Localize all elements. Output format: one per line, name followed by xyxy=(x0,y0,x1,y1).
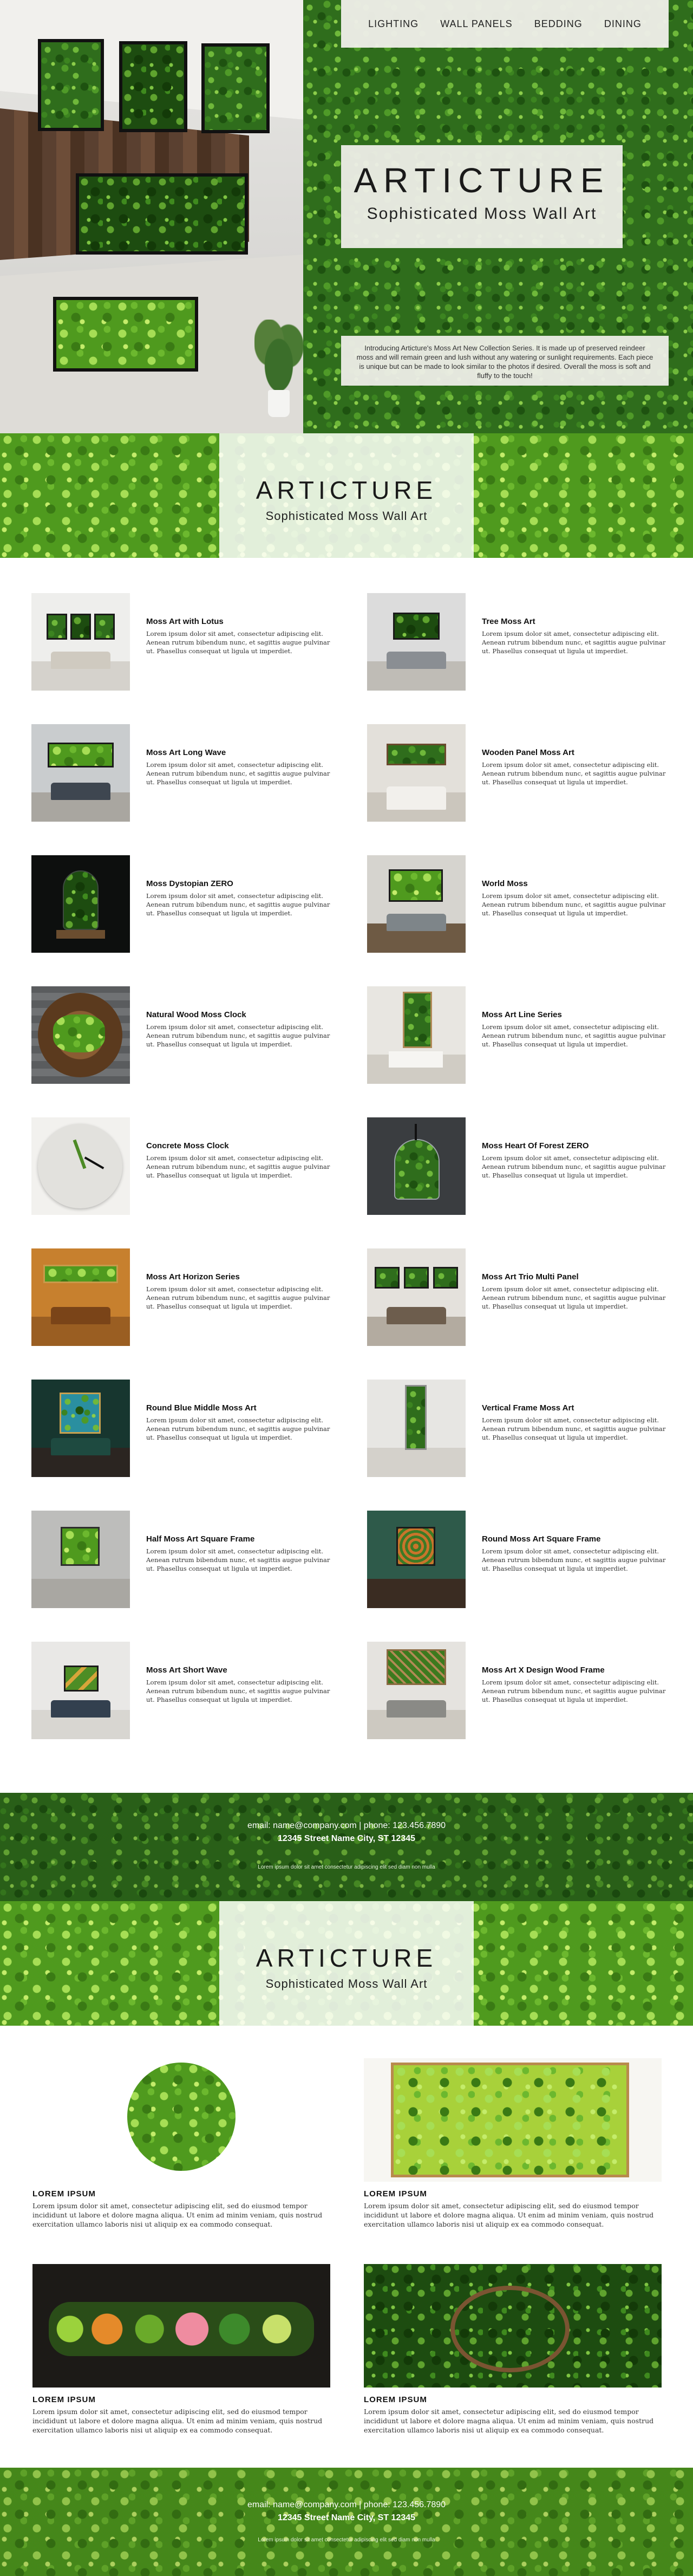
product-card[interactable] xyxy=(31,855,356,953)
nav-lighting[interactable]: LIGHTING xyxy=(368,18,419,29)
product-image[interactable] xyxy=(31,724,130,822)
product-name[interactable]: Vertical Frame Moss Art xyxy=(482,1403,574,1413)
product-card[interactable] xyxy=(367,1642,692,1739)
product-description: Lorem ipsum dolor sit amet, consectetur adipiscing elit. Aenean rutrum bibendum nunc, et sagittis augue pulvinar ut. Phasellus consequat ut ligula ut imperdiet. xyxy=(146,1154,330,1179)
product-image[interactable] xyxy=(367,986,466,1084)
banner-subtitle: Sophisticated Moss Wall Art xyxy=(265,509,428,523)
hero-title-box xyxy=(341,145,623,248)
product-image[interactable] xyxy=(31,1248,130,1346)
product-card[interactable] xyxy=(367,855,692,953)
footer-note: Lorem ipsum dolor sit amet consectetur adipiscing elit sed diam non mulla xyxy=(258,2537,435,2543)
product-image[interactable] xyxy=(367,1380,466,1477)
product-card[interactable] xyxy=(31,1117,356,1215)
product-name[interactable]: Half Moss Art Square Frame xyxy=(146,1534,255,1544)
product-card[interactable] xyxy=(31,1511,356,1608)
product-name[interactable]: Moss Dystopian ZERO xyxy=(146,879,233,888)
gallery-heading: LOREM IPSUM xyxy=(32,2189,96,2198)
gallery-text: Lorem ipsum dolor sit amet, consectetur adipiscing elit, sed do eiusmod tempor incididunt ut labore et dolore magna aliqua. Ut enim ad minim veniam, quis nostrud exercitation ullamco laboris nisi ut aliquip ex ea commodo consequat. xyxy=(32,2408,323,2434)
product-card[interactable] xyxy=(31,986,356,1084)
product-card[interactable] xyxy=(367,986,692,1084)
product-description: Lorem ipsum dolor sit amet, consectetur adipiscing elit. Aenean rutrum bibendum nunc, et sagittis augue pulvinar ut. Phasellus consequat ut ligula ut imperdiet. xyxy=(146,1416,330,1441)
contact-address: 12345 Street Name City, ST 12345 xyxy=(277,1834,416,1843)
product-image[interactable] xyxy=(367,593,466,691)
product-description: Lorem ipsum dolor sit amet, consectetur adipiscing elit. Aenean rutrum bibendum nunc, et sagittis augue pulvinar ut. Phasellus consequat ut ligula ut imperdiet. xyxy=(146,630,330,655)
product-name[interactable]: Moss Heart Of Forest ZERO xyxy=(482,1141,589,1150)
moss-frame-wave xyxy=(53,297,198,372)
banner-section-2 xyxy=(0,1901,693,2026)
banner-title: ARTICTURE xyxy=(256,476,437,504)
moss-frame-2 xyxy=(119,41,187,132)
product-description: Lorem ipsum dolor sit amet, consectetur adipiscing elit. Aenean rutrum bibendum nunc, et sagittis augue pulvinar ut. Phasellus consequat ut ligula ut imperdiet. xyxy=(146,892,330,917)
plant-image xyxy=(254,320,303,395)
moss-frame-3 xyxy=(201,43,270,133)
product-card[interactable] xyxy=(31,1642,356,1739)
product-name[interactable]: Wooden Panel Moss Art xyxy=(482,748,574,757)
product-description: Lorem ipsum dolor sit amet, consectetur adipiscing elit. Aenean rutrum bibendum nunc, et sagittis augue pulvinar ut. Phasellus consequat ut ligula ut imperdiet. xyxy=(482,761,666,786)
product-description: Lorem ipsum dolor sit amet, consectetur adipiscing elit. Aenean rutrum bibendum nunc, et sagittis augue pulvinar ut. Phasellus consequat ut ligula ut imperdiet. xyxy=(482,630,666,655)
product-description: Lorem ipsum dolor sit amet, consectetur adipiscing elit. Aenean rutrum bibendum nunc, et sagittis augue pulvinar ut. Phasellus consequat ut ligula ut imperdiet. xyxy=(146,1023,330,1048)
product-image[interactable] xyxy=(31,855,130,953)
product-description: Lorem ipsum dolor sit amet, consectetur adipiscing elit. Aenean rutrum bibendum nunc, et sagittis augue pulvinar ut. Phasellus consequat ut ligula ut imperdiet. xyxy=(482,1023,666,1048)
plant-pot xyxy=(268,390,290,417)
nav-wall-panels[interactable]: WALL PANELS xyxy=(440,18,513,29)
banner-section xyxy=(0,433,693,558)
product-card[interactable] xyxy=(31,1248,356,1346)
banner-subtitle: Sophisticated Moss Wall Art xyxy=(265,1977,428,1990)
product-image[interactable] xyxy=(367,1511,466,1608)
product-card[interactable] xyxy=(367,1511,692,1608)
gallery-image xyxy=(32,2264,330,2388)
product-image[interactable] xyxy=(367,1117,466,1215)
moss-frame-tree xyxy=(76,173,248,255)
hero-room-image xyxy=(0,0,303,433)
product-description: Lorem ipsum dolor sit amet, consectetur adipiscing elit. Aenean rutrum bibendum nunc, et sagittis augue pulvinar ut. Phasellus consequat ut ligula ut imperdiet. xyxy=(482,1547,666,1572)
product-image[interactable] xyxy=(31,1511,130,1608)
product-description: Lorem ipsum dolor sit amet, consectetur adipiscing elit. Aenean rutrum bibendum nunc, et sagittis augue pulvinar ut. Phasellus consequat ut ligula ut imperdiet. xyxy=(482,1679,666,1703)
product-description: Lorem ipsum dolor sit amet, consectetur adipiscing elit. Aenean rutrum bibendum nunc, et sagittis augue pulvinar ut. Phasellus consequat ut ligula ut imperdiet. xyxy=(146,1679,330,1703)
product-description: Lorem ipsum dolor sit amet, consectetur adipiscing elit. Aenean rutrum bibendum nunc, et sagittis augue pulvinar ut. Phasellus consequat ut ligula ut imperdiet. xyxy=(146,761,330,786)
hero-subtitle: Sophisticated Moss Wall Art xyxy=(367,205,597,223)
product-card[interactable] xyxy=(367,1248,692,1346)
nav-dining[interactable]: DINING xyxy=(604,18,642,29)
gallery-text: Lorem ipsum dolor sit amet, consectetur adipiscing elit, sed do eiusmod tempor incididunt ut labore et dolore magna aliqua. Ut enim ad minim veniam, quis nostrud exercitation ullamco laboris nisi ut aliquip ex ea commodo consequat. xyxy=(364,2202,654,2228)
footer-address: 12345 Street Name City, ST 12345 xyxy=(277,2513,416,2522)
gallery-heading: LOREM IPSUM xyxy=(32,2395,96,2404)
product-description: Lorem ipsum dolor sit amet, consectetur adipiscing elit. Aenean rutrum bibendum nunc, et sagittis augue pulvinar ut. Phasellus consequat ut ligula ut imperdiet. xyxy=(482,1154,666,1179)
contact-email-phone[interactable]: email: name@company.com | phone: 123.456.7890 xyxy=(247,1821,446,1830)
gallery-image xyxy=(32,2058,330,2182)
product-card[interactable] xyxy=(367,593,692,691)
product-card[interactable] xyxy=(31,724,356,822)
gallery-heading: LOREM IPSUM xyxy=(364,2189,427,2198)
product-card[interactable] xyxy=(31,1380,356,1477)
footer-email-phone[interactable]: email: name@company.com | phone: 123.456.7890 xyxy=(247,2500,446,2509)
banner-box xyxy=(219,433,474,558)
product-image[interactable] xyxy=(31,1642,130,1739)
gallery-heading: LOREM IPSUM xyxy=(364,2395,427,2404)
footer-section xyxy=(0,2468,693,2576)
product-description: Lorem ipsum dolor sit amet, consectetur adipiscing elit. Aenean rutrum bibendum nunc, et sagittis augue pulvinar ut. Phasellus consequat ut ligula ut imperdiet. xyxy=(146,1547,330,1572)
product-name[interactable]: World Moss xyxy=(482,879,528,888)
product-image[interactable] xyxy=(367,1248,466,1346)
gallery-text: Lorem ipsum dolor sit amet, consectetur adipiscing elit, sed do eiusmod tempor incididunt ut labore et dolore magna aliqua. Ut enim ad minim veniam, quis nostrud exercitation ullamco laboris nisi ut aliquip ex ea commodo consequat. xyxy=(364,2408,654,2434)
product-description: Lorem ipsum dolor sit amet, consectetur adipiscing elit. Aenean rutrum bibendum nunc, et sagittis augue pulvinar ut. Phasellus consequat ut ligula ut imperdiet. xyxy=(146,1285,330,1310)
top-navigation xyxy=(341,0,669,48)
product-card[interactable] xyxy=(367,1117,692,1215)
product-name[interactable]: Natural Wood Moss Clock xyxy=(146,1010,246,1019)
gallery-text: Lorem ipsum dolor sit amet, consectetur adipiscing elit, sed do eiusmod tempor incididunt ut labore et dolore magna aliqua. Ut enim ad minim veniam, quis nostrud exercitation ullamco laboris nisi ut aliquip ex ea commodo consequat. xyxy=(32,2202,323,2228)
product-card[interactable] xyxy=(367,1380,692,1477)
product-image[interactable] xyxy=(31,1380,130,1477)
hero-section xyxy=(0,0,693,433)
product-image[interactable] xyxy=(367,724,466,822)
product-name[interactable]: Moss Art Short Wave xyxy=(146,1666,227,1675)
product-name[interactable]: Round Blue Middle Moss Art xyxy=(146,1403,257,1413)
product-name[interactable]: Moss Art X Design Wood Frame xyxy=(482,1666,605,1675)
contact-note: Lorem ipsum dolor sit amet consectetur adipiscing elit sed diam non mulla xyxy=(258,1864,435,1870)
product-name[interactable]: Moss Art Long Wave xyxy=(146,748,226,757)
hero-intro-text: Introducing Articture's Moss Art New Collection Series. It is made up of preserved reindeer moss and will remain green and lush without any watering or sunlight requirements. Each piece is unique but can be made to look similar to the photos if desired. Overall the moss is soft and fluffy to the touch! xyxy=(341,336,669,386)
product-name[interactable]: Moss Art with Lotus xyxy=(146,617,224,626)
product-image[interactable] xyxy=(31,593,130,691)
gallery-image xyxy=(364,2264,662,2388)
product-image[interactable] xyxy=(367,1642,466,1739)
banner-box xyxy=(219,1901,474,2026)
contact-section xyxy=(0,1793,693,1901)
product-description: Lorem ipsum dolor sit amet, consectetur adipiscing elit. Aenean rutrum bibendum nunc, et sagittis augue pulvinar ut. Phasellus consequat ut ligula ut imperdiet. xyxy=(482,1416,666,1441)
product-name[interactable]: Tree Moss Art xyxy=(482,617,535,626)
hero-title: ARTICTURE xyxy=(354,161,610,200)
product-image[interactable] xyxy=(367,855,466,953)
banner-title: ARTICTURE xyxy=(256,1944,437,1972)
product-name[interactable]: Moss Art Horizon Series xyxy=(146,1272,240,1282)
product-image[interactable] xyxy=(31,986,130,1084)
product-name[interactable]: Moss Art Line Series xyxy=(482,1010,562,1019)
product-description: Lorem ipsum dolor sit amet, consectetur adipiscing elit. Aenean rutrum bibendum nunc, et sagittis augue pulvinar ut. Phasellus consequat ut ligula ut imperdiet. xyxy=(482,1285,666,1310)
nav-bedding[interactable]: BEDDING xyxy=(534,18,583,29)
product-name[interactable]: Moss Art Trio Multi Panel xyxy=(482,1272,579,1282)
product-description: Lorem ipsum dolor sit amet, consectetur adipiscing elit. Aenean rutrum bibendum nunc, et sagittis augue pulvinar ut. Phasellus consequat ut ligula ut imperdiet. xyxy=(482,892,666,917)
product-card[interactable] xyxy=(367,724,692,822)
product-name[interactable]: Round Moss Art Square Frame xyxy=(482,1534,601,1544)
moss-frame-1 xyxy=(38,39,104,131)
product-image[interactable] xyxy=(31,1117,130,1215)
gallery-image xyxy=(364,2058,662,2182)
product-name[interactable]: Concrete Moss Clock xyxy=(146,1141,229,1150)
product-card[interactable] xyxy=(31,593,356,691)
